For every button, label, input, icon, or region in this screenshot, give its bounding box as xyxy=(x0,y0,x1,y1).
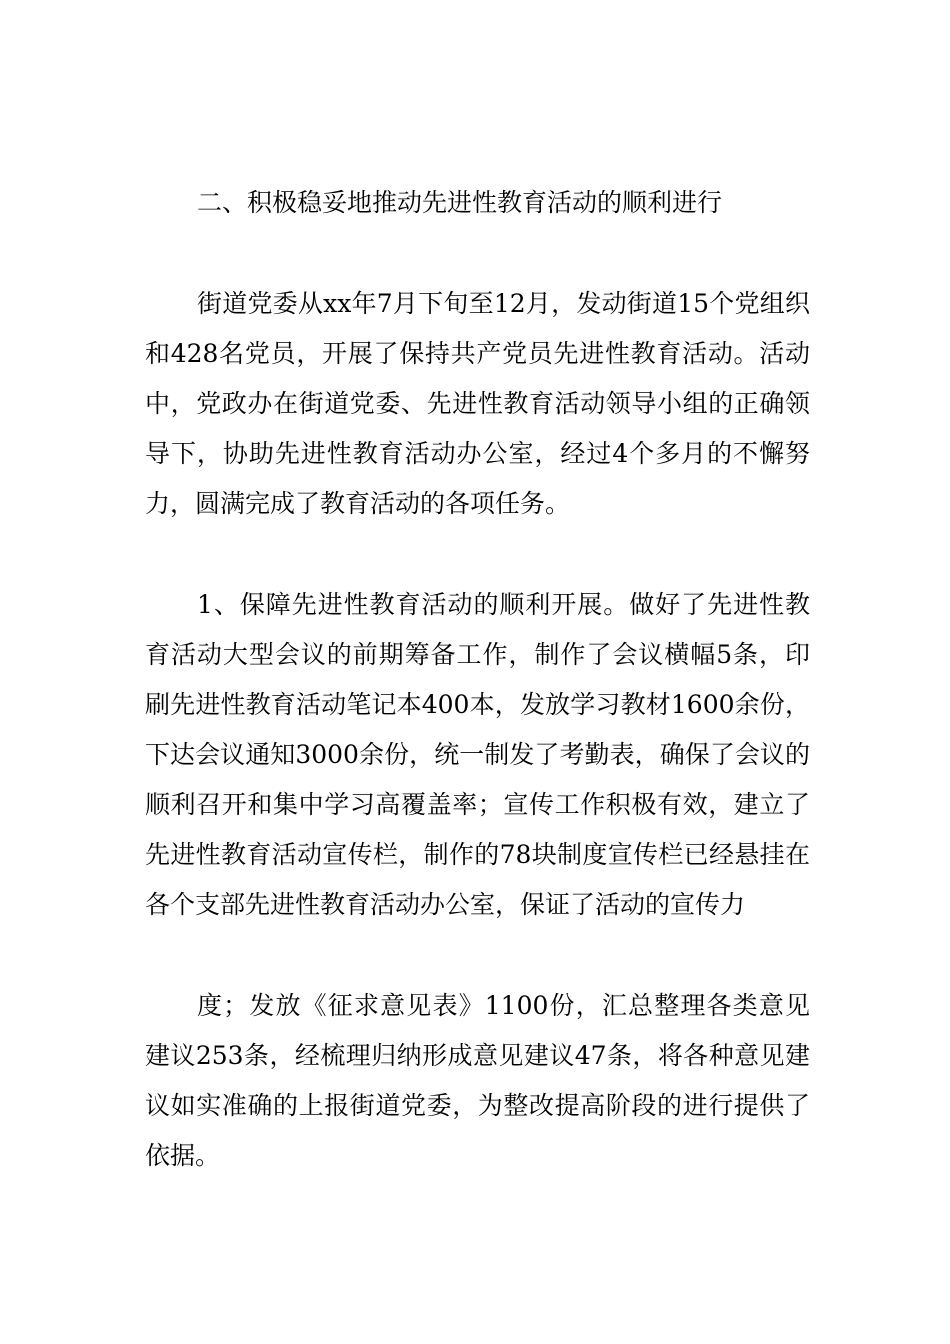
spacer xyxy=(145,930,810,981)
section-heading: 二、积极稳妥地推动先进性教育活动的顺利进行 xyxy=(197,188,723,217)
paragraph-intro: 街道党委从xx年7月下旬至12月，发动街道15个党组织和428名党员，开展了保持共产党员先进性教育活动。活动中，党政办在街道党委、先进性教育活动领导小组的正确领导下，协助先进性教育活动办公室，经过4个多月的不懈努力，圆满完成了教育活动的各项任务。 xyxy=(145,289,810,518)
document-body xyxy=(145,178,810,1181)
paragraph-item-1: 1、保障先进性教育活动的顺利开展。做好了先进性教育活动大型会议的前期筹备工作，制作了会议横幅5条，印刷先进性教育活动笔记本400本，发放学习教材1600余份，下达会议通知3000余份，统一制发了考勤表，确保了会议的顺利召开和集中学习高覆盖率；宣传工作积极有效，建立了先进性教育活动宣传栏，制作的78块制度宣传栏已经悬挂在各个支部先进性教育活动办公室，保证了活动的宣传力 xyxy=(145,590,810,919)
spacer xyxy=(145,529,810,580)
paragraph-continuation: 度；发放《征求意见表》1100份，汇总整理各类意见建议253条，经梳理归纳形成意见建议47条，将各种意见建议如实准确的上报街道党委，为整改提高阶段的进行提供了依据。 xyxy=(145,991,810,1170)
spacer xyxy=(145,228,810,279)
